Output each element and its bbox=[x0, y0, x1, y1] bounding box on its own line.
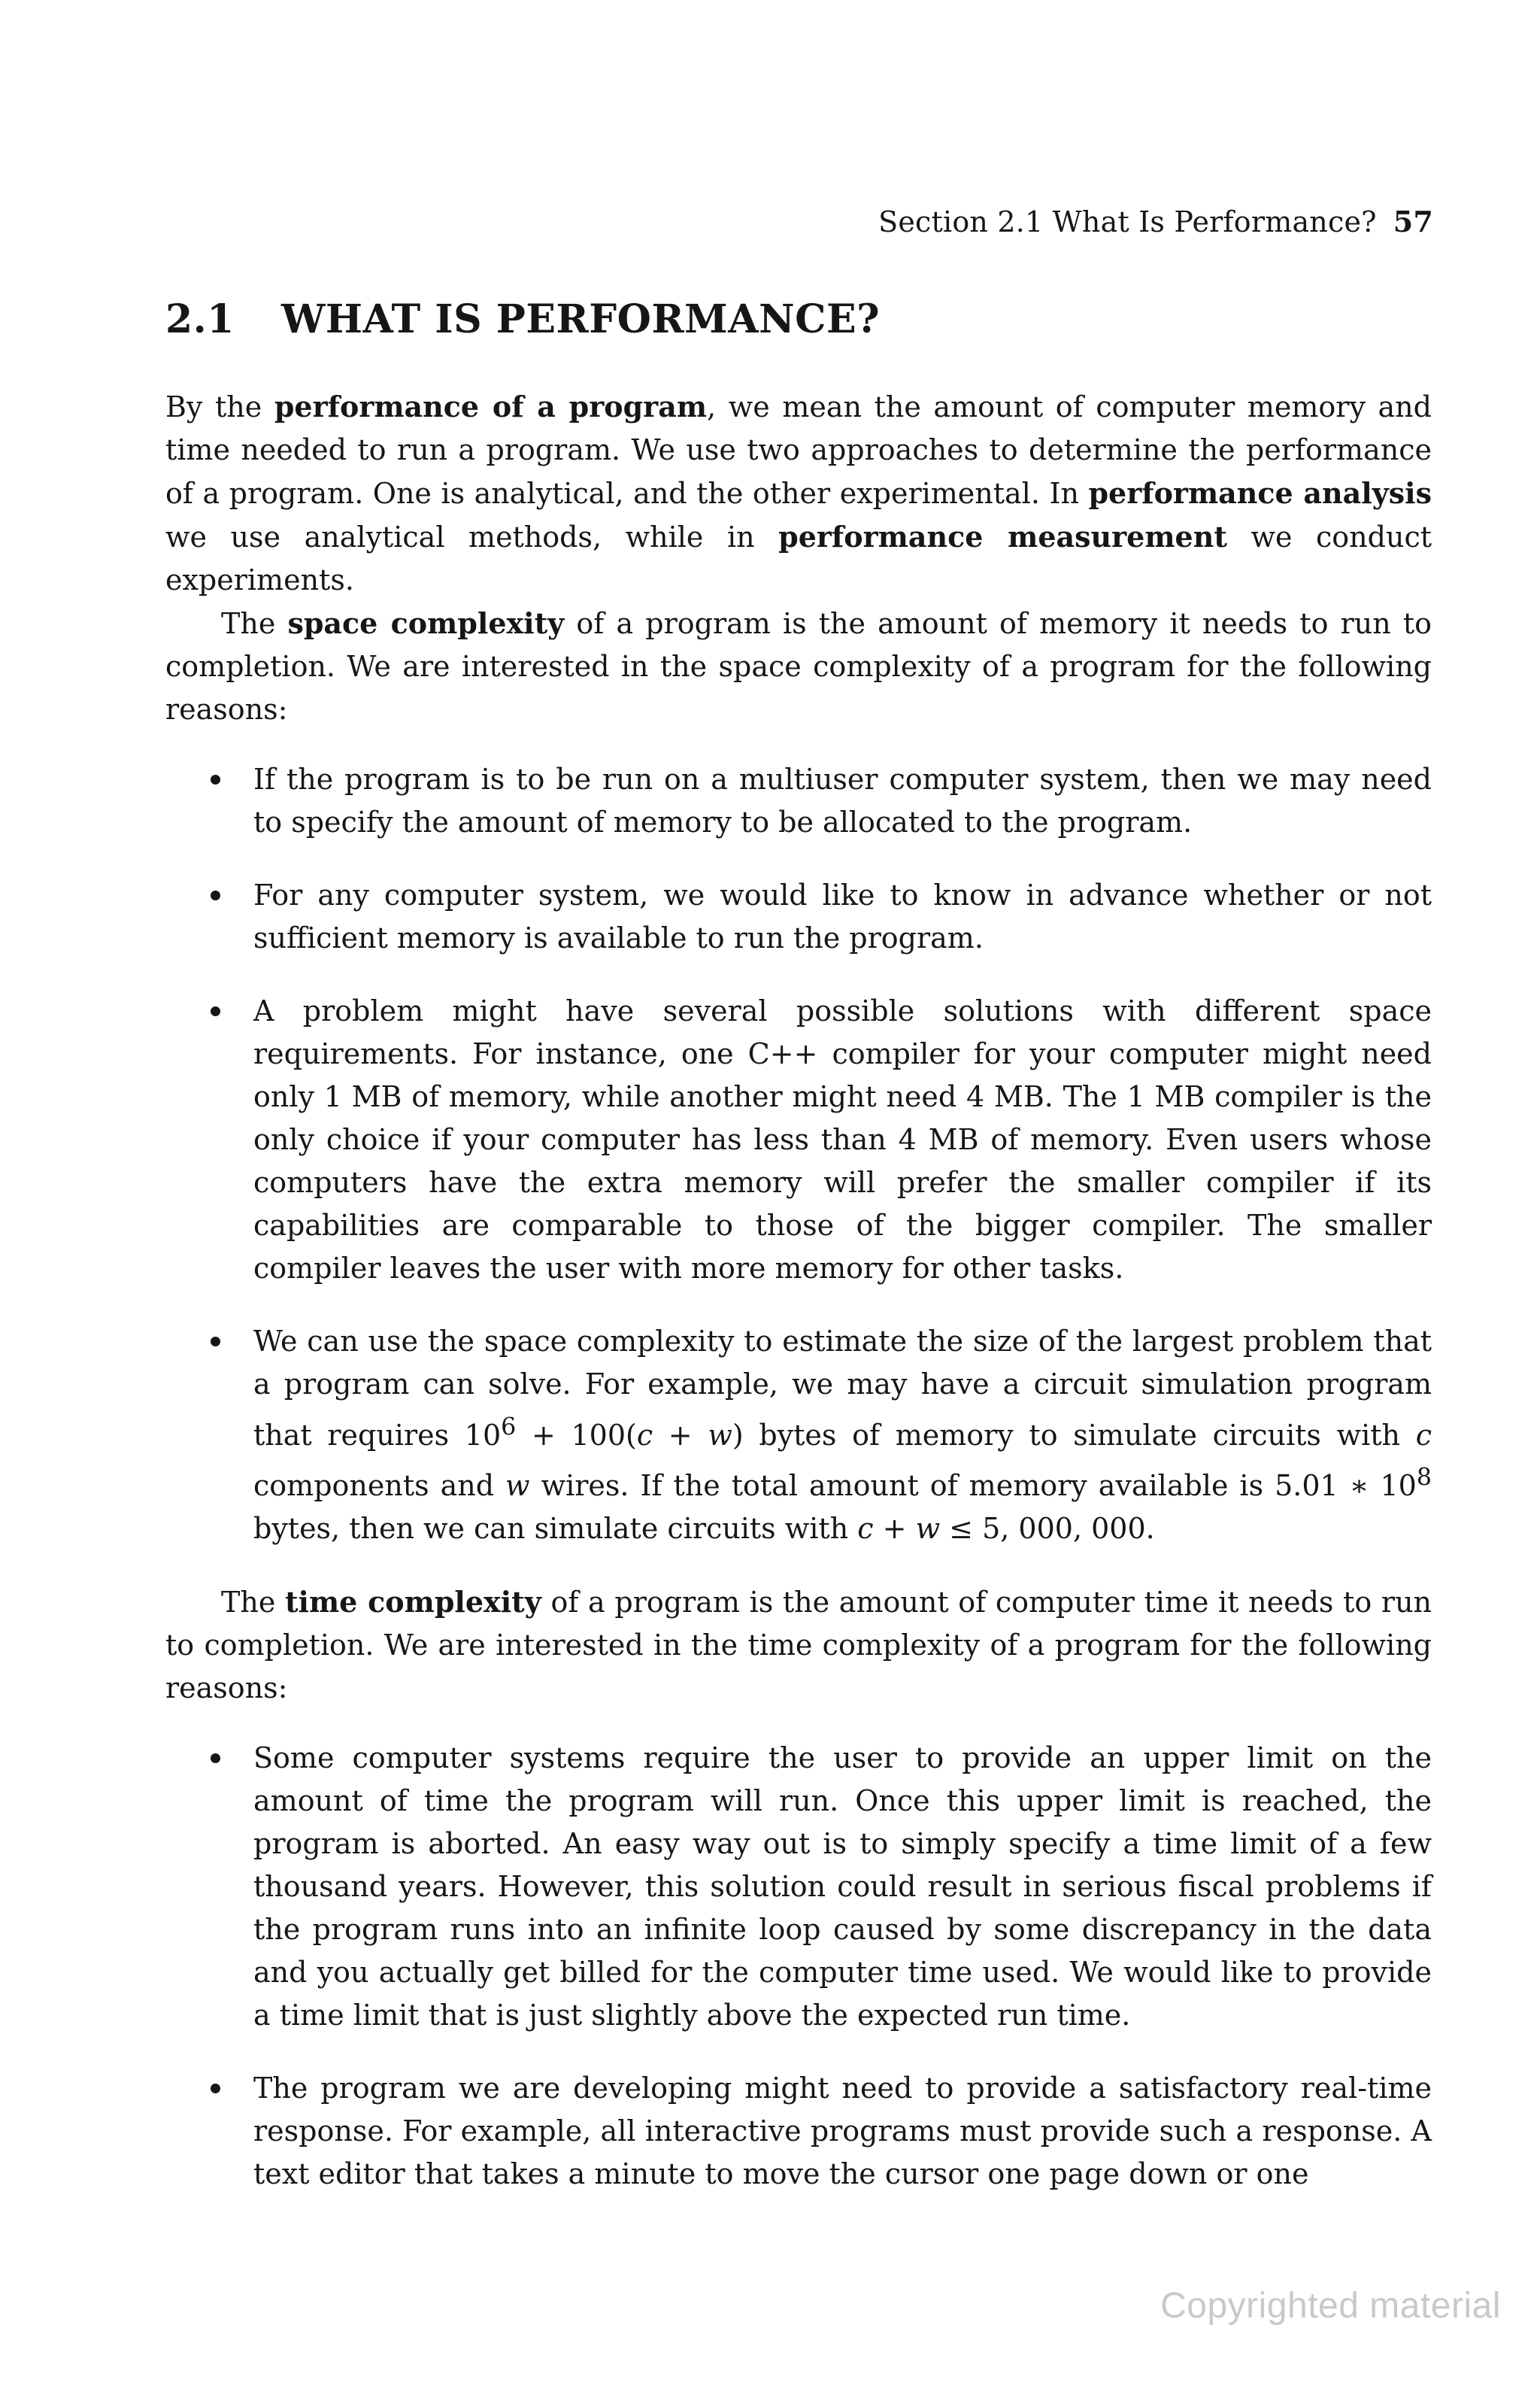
section-heading bbox=[165, 296, 880, 343]
list-item bbox=[165, 1737, 1432, 2037]
list-item bbox=[165, 874, 1432, 960]
text-run: The bbox=[221, 607, 288, 640]
list-item-text bbox=[253, 1325, 1432, 1545]
text-run: + 100( bbox=[516, 1418, 637, 1452]
term-performance-of-a-program: performance of a program bbox=[274, 390, 708, 423]
text-run: + bbox=[653, 1418, 708, 1452]
term-time-complexity: time complexity bbox=[284, 1585, 541, 1619]
section-number: 2.1 bbox=[165, 296, 235, 342]
text-run: , we mean the amount of computer memory and time needed to run a program. We use two approaches to determine the performance of a program. One is analytical, and the other experimental. In bbox=[165, 390, 1432, 510]
bullet-icon bbox=[211, 1337, 220, 1346]
text-run: + bbox=[873, 1512, 916, 1546]
text-run: We can use the space complexity to estimate the size of the largest problem that a program can solve. For example, we may have a circuit simulation program that requires 10 bbox=[253, 1325, 1432, 1452]
running-title: Section 2.1 What Is Performance? bbox=[878, 205, 1377, 238]
text-run: ) bytes of memory to simulate circuits with bbox=[732, 1418, 1416, 1452]
text-run: we use analytical methods, while in bbox=[165, 521, 779, 554]
text-run: wires. If the total amount of memory available is 5.01 ∗ 10 bbox=[529, 1469, 1417, 1503]
intro-paragraph bbox=[165, 385, 1432, 602]
text-run: By the bbox=[165, 390, 274, 423]
page-body bbox=[165, 385, 1432, 2226]
bullet-icon bbox=[211, 1006, 220, 1016]
math-variable: c bbox=[636, 1418, 653, 1452]
exponent: 6 bbox=[501, 1413, 517, 1440]
list-item-text: For any computer system, we would like to know in advance whether or not sufficient memory is available to run the program. bbox=[253, 879, 1432, 955]
exponent: 8 bbox=[1416, 1464, 1432, 1492]
time-complexity-paragraph bbox=[165, 1580, 1432, 1710]
time-reasons-list bbox=[165, 1737, 1432, 2196]
text-run: we conduct experiments. bbox=[165, 521, 1432, 596]
math-variable: c bbox=[1415, 1418, 1432, 1452]
list-item-text: If the program is to be run on a multiuser computer system, then we may need to specify the amount of memory to be allocated to the program. bbox=[253, 763, 1432, 839]
text-run: The bbox=[221, 1586, 285, 1619]
text-run: bytes, then we can simulate circuits with bbox=[253, 1512, 858, 1546]
running-header bbox=[878, 205, 1433, 238]
list-item bbox=[165, 1320, 1432, 1550]
bullet-icon bbox=[211, 775, 220, 785]
math-variable: c bbox=[857, 1512, 874, 1546]
text-run: of a program is the amount of computer time it needs to run to completion. We are interested in the time complexity of a program for the following reasons: bbox=[165, 1586, 1432, 1705]
section-title: WHAT IS PERFORMANCE? bbox=[280, 296, 881, 342]
list-item-text: The program we are developing might need to provide a satisfactory real-time response. For example, all interactive programs must provide such a response. A text editor that takes a minute to move the cursor one page down or one bbox=[253, 2072, 1432, 2191]
list-item-text: Some computer systems require the user to provide an upper limit on the amount of time the program will run. Once this upper limit is reached, the program is aborted. An easy way out is to simply specify a time limit of a few thousand years. However, this solution could result in serious fiscal problems if the program runs into an infinite loop caused by some discrepancy in the data and you actually get billed for the computer time used. We would like to provide a time limit that is just slightly above the expected run time. bbox=[253, 1741, 1432, 2032]
term-performance-analysis: performance analysis bbox=[1088, 476, 1432, 510]
bullet-icon bbox=[211, 891, 220, 900]
copyright-watermark: Copyrighted material bbox=[1160, 2286, 1501, 2326]
bullet-icon bbox=[211, 2084, 220, 2093]
text-run: components and bbox=[253, 1469, 506, 1503]
list-item-text: A problem might have several possible solutions with different space requirements. For instance, one C++ compiler for your computer might need only 1 MB of memory, while another might need 4 MB. The 1 MB compiler is the only choice if your computer has less than 4 MB of memory. Even users whose computers have the extra memory will prefer the smaller compiler if its capabilities are comparable to those of the bigger compiler. The smaller compiler leaves the user with more memory for other tasks. bbox=[253, 994, 1432, 1285]
math-variable: w bbox=[505, 1469, 530, 1503]
bullet-icon bbox=[211, 1753, 220, 1763]
math-variable: w bbox=[915, 1512, 941, 1546]
term-performance-measurement: performance measurement bbox=[778, 520, 1227, 554]
list-item bbox=[165, 990, 1432, 1290]
term-space-complexity: space complexity bbox=[287, 606, 565, 640]
page-number: 57 bbox=[1393, 205, 1433, 238]
text-run: of a program is the amount of memory it needs to run to completion. We are interested in the space complexity of a program for the following reasons: bbox=[165, 607, 1432, 726]
space-complexity-paragraph bbox=[165, 602, 1432, 731]
list-item bbox=[165, 2067, 1432, 2196]
math-variable: w bbox=[708, 1418, 732, 1452]
text-run: ≤ 5, 000, 000. bbox=[940, 1512, 1155, 1546]
list-item bbox=[165, 758, 1432, 844]
space-reasons-list bbox=[165, 758, 1432, 1550]
